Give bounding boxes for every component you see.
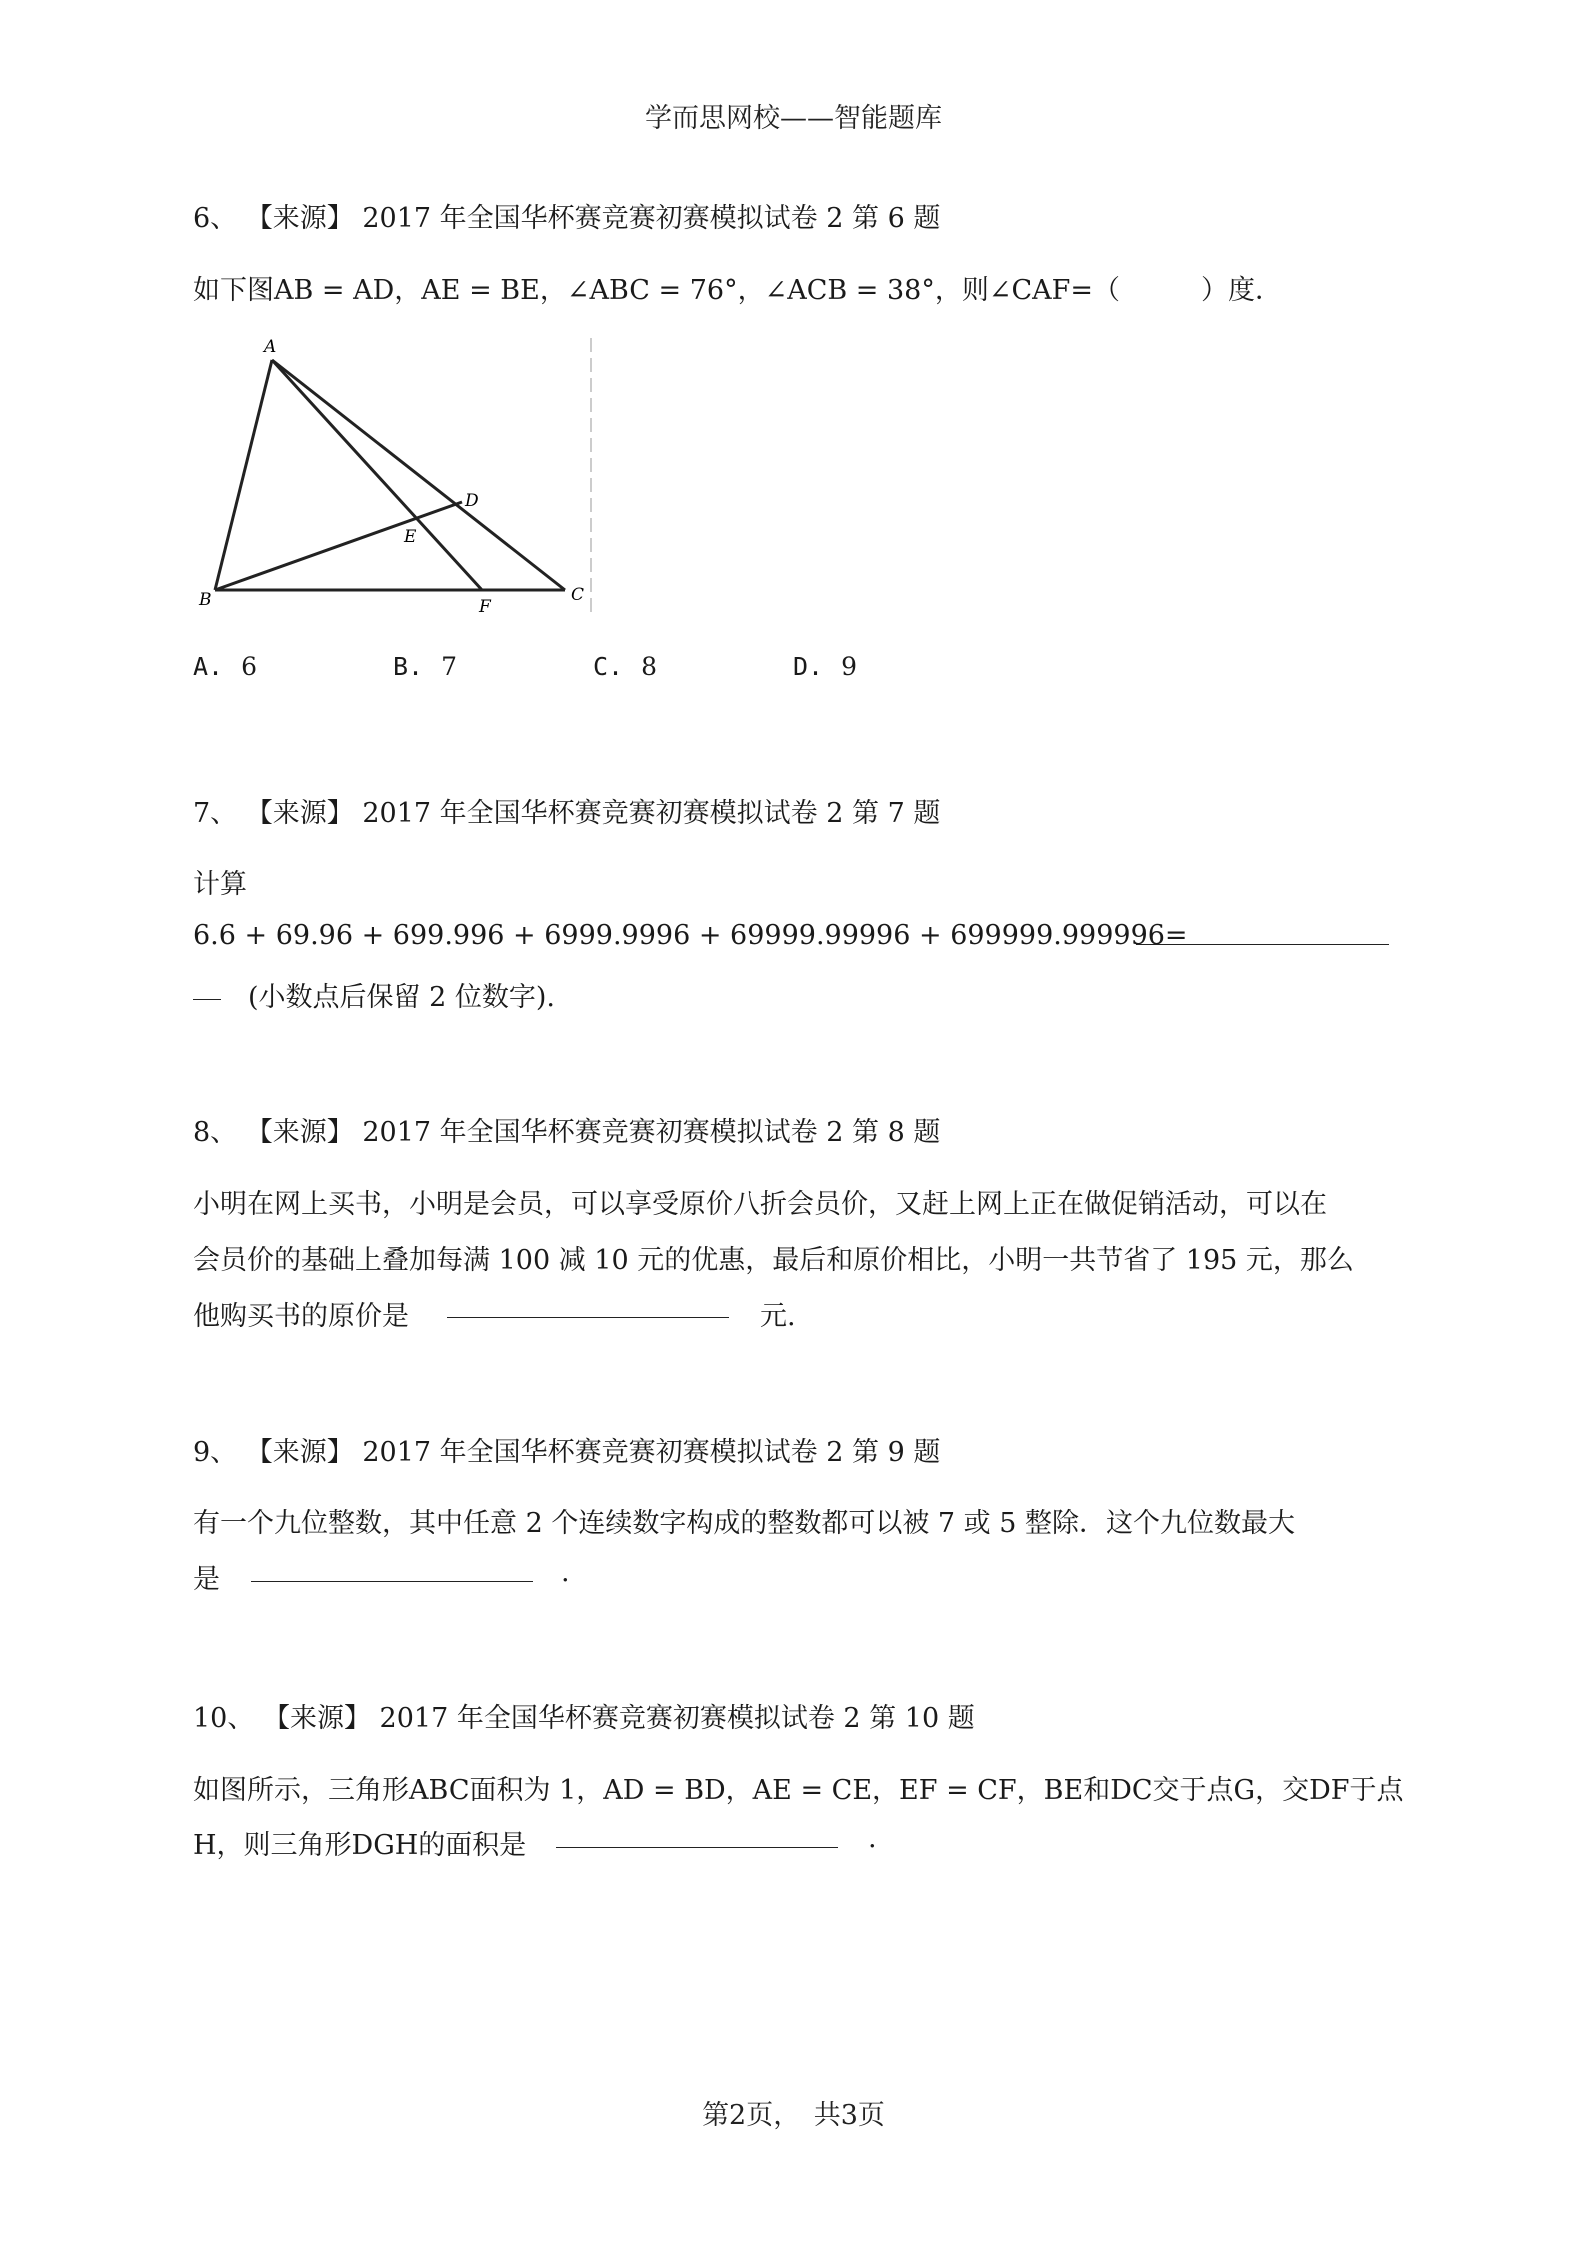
question-9-heading (193, 1430, 940, 1469)
page-footer-pagination: 第2页， 共3页 (702, 2100, 885, 2131)
question-number: 7、 (193, 798, 238, 829)
option-key: A. (193, 652, 224, 681)
question-6-stem: 如下图AB = AD，AE = BE，∠ABC = 76°，∠ACB = 38°，则∠CAF=（ ）度． (193, 275, 1282, 306)
segment-ab (215, 360, 272, 590)
source-text: 2017 年全国华杯赛竞赛初赛模拟试卷 2 第 9 题 (362, 1437, 941, 1468)
question-8-stem-line1: 小明在网上买书，小明是会员，可以享受原价八折会员价，又赶上网上正在做促销活动，可以在 (193, 1189, 1327, 1220)
source-tag: 【来源】 (262, 1703, 371, 1734)
question-7-heading (193, 791, 940, 830)
label-c: C (571, 585, 585, 605)
answer-blank-q7-part2[interactable] (193, 973, 221, 1000)
option-key: B. (393, 652, 424, 681)
triangle-figure (190, 330, 600, 620)
question-7-stem-line3: (小数点后保留 2 位数字). (248, 982, 555, 1013)
source-tag: 【来源】 (245, 1437, 354, 1468)
source-text: 2017 年全国华杯赛竞赛初赛模拟试卷 2 第 10 题 (379, 1703, 975, 1734)
option-c[interactable] (593, 652, 657, 681)
label-d: D (465, 491, 479, 511)
option-value: 8 (641, 652, 657, 681)
question-10-stem-line1: 如图所示，三角形ABC面积为 1，AD = BD，AE = CE，EF = CF，BE和DC交于点G，交DF于点 (193, 1775, 1404, 1806)
question-10-stem-line2-after: . (868, 1823, 877, 1854)
label-f: F (479, 597, 491, 617)
option-key: C. (593, 652, 624, 681)
answer-blank-q8[interactable] (447, 1291, 729, 1318)
segment-af (272, 360, 482, 590)
question-9-stem-line2-after: . (561, 1557, 570, 1588)
source-tag: 【来源】 (245, 1117, 354, 1148)
option-b[interactable] (393, 652, 457, 681)
question-number: 6、 (193, 203, 238, 234)
answer-blank-q9[interactable] (251, 1555, 533, 1582)
question-8-stem-line2: 会员价的基础上叠加每满 100 减 10 元的优惠，最后和原价相比，小明一共节省了 195 元，那么 (193, 1245, 1354, 1276)
option-d[interactable] (793, 652, 857, 681)
question-9-stem-line2-before: 是 (193, 1564, 220, 1595)
answer-blank-q7-part1[interactable] (1136, 918, 1389, 945)
source-text: 2017 年全国华杯赛竞赛初赛模拟试卷 2 第 8 题 (362, 1117, 941, 1148)
question-6-heading (193, 196, 940, 235)
page-header-title: 学而思网校——智能题库 (645, 103, 942, 134)
question-number: 8、 (193, 1117, 238, 1148)
question-8-heading (193, 1110, 940, 1149)
option-value: 7 (441, 652, 457, 681)
question-10-stem-line2-before: H，则三角形DGH的面积是 (193, 1830, 527, 1861)
question-7-stem-line1: 计算 (193, 869, 247, 900)
answer-blank-q10[interactable] (556, 1821, 838, 1848)
question-8-stem-line3-after: 元. (760, 1301, 796, 1332)
question-8-stem-line3-before: 他购买书的原价是 (193, 1301, 409, 1332)
label-b: B (199, 590, 212, 610)
option-a[interactable] (193, 652, 257, 681)
question-number: 9、 (193, 1437, 238, 1468)
source-text: 2017 年全国华杯赛竞赛初赛模拟试卷 2 第 6 题 (362, 203, 941, 234)
segment-bd (215, 502, 462, 590)
question-10-heading (193, 1696, 975, 1735)
source-text: 2017 年全国华杯赛竞赛初赛模拟试卷 2 第 7 题 (362, 798, 941, 829)
option-value: 6 (241, 652, 257, 681)
option-key: D. (793, 652, 824, 681)
source-tag: 【来源】 (245, 203, 354, 234)
source-tag: 【来源】 (245, 798, 354, 829)
label-a: A (264, 337, 277, 357)
question-9-stem-line1: 有一个九位整数，其中任意 2 个连续数字构成的整数都可以被 7 或 5 整除．这个九位数最大 (193, 1508, 1296, 1539)
question-7-stem-line2: 6.6 + 69.96 + 699.996 + 6999.9996 + 69999.99996 + 699999.999996= (193, 920, 1188, 951)
question-number: 10、 (193, 1703, 255, 1734)
label-e: E (404, 527, 417, 547)
option-value: 9 (841, 652, 857, 681)
